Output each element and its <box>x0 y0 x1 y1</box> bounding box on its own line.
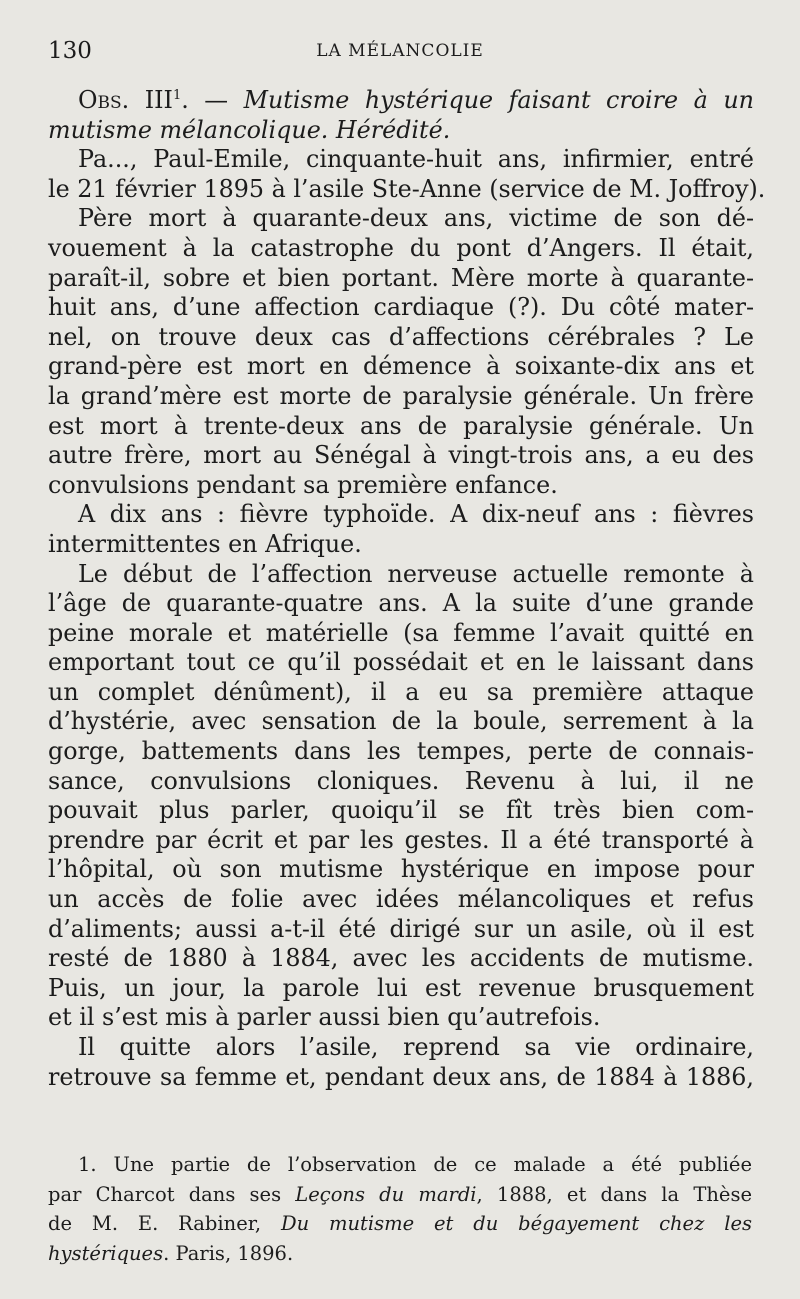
running-title: LA MÉLANCOLIE <box>316 41 484 61</box>
text-line: Le début de l’affection nerveuse actuelle remonte à <box>78 559 754 588</box>
obs-dash: . — <box>181 86 229 114</box>
text-line: nel, on trouve deux cas d’affections cérébrales ? Le <box>48 322 754 351</box>
obs-title-1: Mutisme hystérique faisant croire à un <box>243 86 754 114</box>
footnote-italic: Du mutisme et du bégayement chez les <box>280 1212 753 1236</box>
text-line: resté de 1880 à 1884, avec les accidents de mutisme. <box>48 944 754 973</box>
text-line: un accès de folie avec idées mélancoliques et refus <box>48 885 754 914</box>
footnote-text: de M. E. Rabiner, <box>48 1212 281 1236</box>
text-line: gorge, battements dans les tempes, perte de connais- <box>48 737 754 766</box>
text-line: Il quitte alors l’asile, reprend sa vie ordinaire, <box>78 1033 754 1061</box>
footnote <box>48 1152 752 1270</box>
page-header <box>48 38 752 68</box>
footnote-text: , 1888, et dans la Thèse <box>476 1182 752 1206</box>
text-line: convulsions pendant sa première enfance. <box>48 470 558 499</box>
text-line: peine morale et matérielle (sa femme l’avait quitté en <box>48 618 754 647</box>
footnote-line <box>48 1182 752 1212</box>
text-line: autre frère, mort au Sénégal à vingt-trois ans, a eu des <box>48 441 754 470</box>
text-line: grand-père est mort en démence à soixante-dix ans et <box>48 352 754 381</box>
text-line: Père mort à quarante-deux ans, victime de son dé- <box>78 204 754 233</box>
obs-title-2: mutisme mélancolique. Hérédité. <box>48 115 451 144</box>
body-text <box>48 86 766 1092</box>
text-line: intermittentes en Afrique. <box>48 529 362 558</box>
text-line: huit ans, d’une affection cardiaque (?). Du côté mater- <box>48 293 754 322</box>
observation-heading <box>48 86 754 116</box>
text-line: Pa..., Paul-Emile, cinquante-huit ans, infirmier, entré <box>78 145 754 174</box>
text-line: pouvait plus parler, quoiqu’il se fît très bien com- <box>48 796 754 825</box>
text-line: paraît-il, sobre et bien portant. Mère morte à quarante- <box>48 263 754 292</box>
text-line: prendre par écrit et par les gestes. Il a été transporté à <box>48 825 754 854</box>
observation-heading-2 <box>48 116 754 146</box>
text-line: l’âge de quarante-quatre ans. A la suite d’une grande <box>48 589 754 618</box>
text-line: la grand’mère est morte de paralysie générale. Un frère <box>48 381 754 410</box>
text-line: Puis, un jour, la parole lui est revenue brusquement <box>48 973 754 1002</box>
text-line: le 21 février 1895 à l’asile Ste-Anne (service de M. Joffroy). <box>48 174 766 203</box>
text-line: retrouve sa femme et, pendant deux ans, de 1884 à 1886, <box>48 1062 754 1091</box>
footnote-text: par Charcot dans ses <box>48 1182 296 1206</box>
footnote-line: 1. Une partie de l’observation de ce malade a été publiée <box>78 1153 752 1176</box>
text-line: et il s’est mis à parler aussi bien qu’autrefois. <box>48 1003 601 1032</box>
footnote-line <box>48 1211 752 1241</box>
obs-label: Obs. <box>78 86 130 114</box>
text-line: sance, convulsions cloniques. Revenu à lui, il ne <box>48 766 754 795</box>
footnote-italic: hystériques <box>48 1241 164 1265</box>
text-line: d’aliments; aussi a-t-il été dirigé sur un asile, où il est <box>48 914 754 943</box>
text-line: l’hôpital, où son mutisme hystérique en impose pour <box>48 855 754 884</box>
footnote-line <box>48 1241 752 1271</box>
text-line: un complet dénûment), il a eu sa première attaque <box>48 677 754 706</box>
text-line: vouement à la catastrophe du pont d’Angers. Il était, <box>48 233 754 262</box>
obs-number: III <box>144 86 173 114</box>
footnote-text: . Paris, 1896. <box>163 1241 294 1265</box>
text-line: est mort à trente-deux ans de paralysie générale. Un <box>48 411 754 440</box>
text-line: d’hystérie, avec sensation de la boule, serrement à la <box>48 707 754 736</box>
text-line: A dix ans : fièvre typhoïde. A dix-neuf ans : fièvres <box>78 500 754 529</box>
footnote-ref: 1 <box>172 88 182 104</box>
footnote-italic: Leçons du mardi <box>295 1182 477 1206</box>
text-line: emportant tout ce qu’il possédait et en le laissant dans <box>48 648 754 677</box>
page-number: 130 <box>48 38 92 64</box>
